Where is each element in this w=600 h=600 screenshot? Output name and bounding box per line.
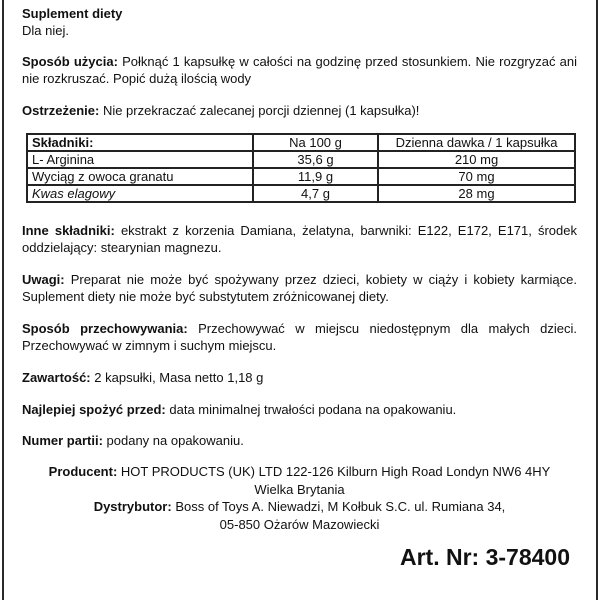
warning-label: Ostrzeżenie: (22, 103, 100, 118)
best-before-text: data minimalnej trwałości podana na opakowaniu. (169, 402, 457, 417)
distributor-address: Boss of Toys A. Niewadzi, M Kołbuk S.C. ul. Rumiana 34, (175, 499, 506, 514)
article-number: Art. Nr: 3-78400 (399, 544, 570, 570)
storage-label: Sposób przechowywania: (22, 321, 188, 336)
ingredient-name: Wyciąg z owoca granatu (27, 168, 253, 185)
ingredient-per100: 35,6 g (253, 151, 378, 168)
ingredients-table (26, 133, 576, 203)
table-row (27, 151, 575, 168)
table-header-ingredients: Składniki: (27, 134, 253, 151)
distributor-city: 05-850 Ożarów Mazowiecki (219, 516, 380, 532)
usage-label: Sposób użycia: (22, 54, 118, 69)
best-before-section (22, 401, 577, 418)
table-header-row (27, 134, 575, 151)
ingredient-name: Kwas elagowy (27, 185, 253, 202)
contents-text: 2 kapsułki, Masa netto 1,18 g (94, 370, 264, 385)
best-before-label: Najlepiej spożyć przed: (22, 402, 166, 417)
batch-section (22, 432, 577, 449)
notes-text: Preparat nie może być spożywany przez dzieci, kobiety w ciąży i kobiety karmiące. Suplement diety nie może być substytutem zróżnicowanej diety. (22, 272, 577, 304)
other-ingredients-label: Inne składniki: (22, 223, 115, 238)
notes-label: Uwagi: (22, 272, 65, 287)
producer-section (22, 463, 577, 533)
table-header-per100: Na 100 g (253, 134, 378, 151)
ingredient-daily: 28 mg (378, 185, 575, 202)
header-section (22, 5, 577, 39)
batch-text: podany na opakowaniu. (106, 433, 244, 448)
usage-text: Połknąć 1 kapsułkę w całości na godzinę przed stosunkiem. Nie rozgryzać ani nie rozkruszać. Popić dużą ilością wody (22, 54, 577, 86)
ingredient-name: L- Arginina (27, 151, 253, 168)
contents-section (22, 369, 577, 386)
ingredient-daily: 70 mg (378, 168, 575, 185)
ingredient-daily: 210 mg (378, 151, 575, 168)
other-ingredients-section (22, 222, 577, 256)
producer-country: Wielka Brytania (254, 481, 345, 497)
header-subtitle: Dla niej. (22, 23, 69, 38)
header-title: Suplement diety (22, 6, 123, 21)
usage-section (22, 53, 577, 87)
page-border-left (2, 0, 4, 600)
other-ingredients-text: ekstrakt z korzenia Damiana, żelatyna, barwniki: E122, E172, E171, środek oddzielający: stearynian magnezu. (22, 223, 577, 255)
page-border-right (596, 0, 598, 600)
table-header-daily: Dzienna dawka / 1 kapsułka (378, 134, 575, 151)
storage-text: Przechowywać w miejscu niedostępnym dla małych dzieci. Przechowywać w zimnym i suchym miejscu. (22, 321, 577, 353)
notes-section (22, 271, 577, 305)
contents-label: Zawartość: (22, 370, 91, 385)
storage-section (22, 320, 577, 354)
producer-address: HOT PRODUCTS (UK) LTD 122-126 Kilburn High Road Londyn NW6 4HY (120, 464, 551, 479)
warning-section (22, 102, 577, 119)
distributor-label: Dystrybutor: (93, 499, 172, 514)
producer-label: Producent: (48, 464, 118, 479)
batch-label: Numer partii: (22, 433, 103, 448)
ingredient-per100: 11,9 g (253, 168, 378, 185)
ingredient-per100: 4,7 g (253, 185, 378, 202)
table-row (27, 168, 575, 185)
warning-text: Nie przekraczać zalecanej porcji dziennej (1 kapsułka)! (102, 103, 420, 118)
table-row (27, 185, 575, 202)
